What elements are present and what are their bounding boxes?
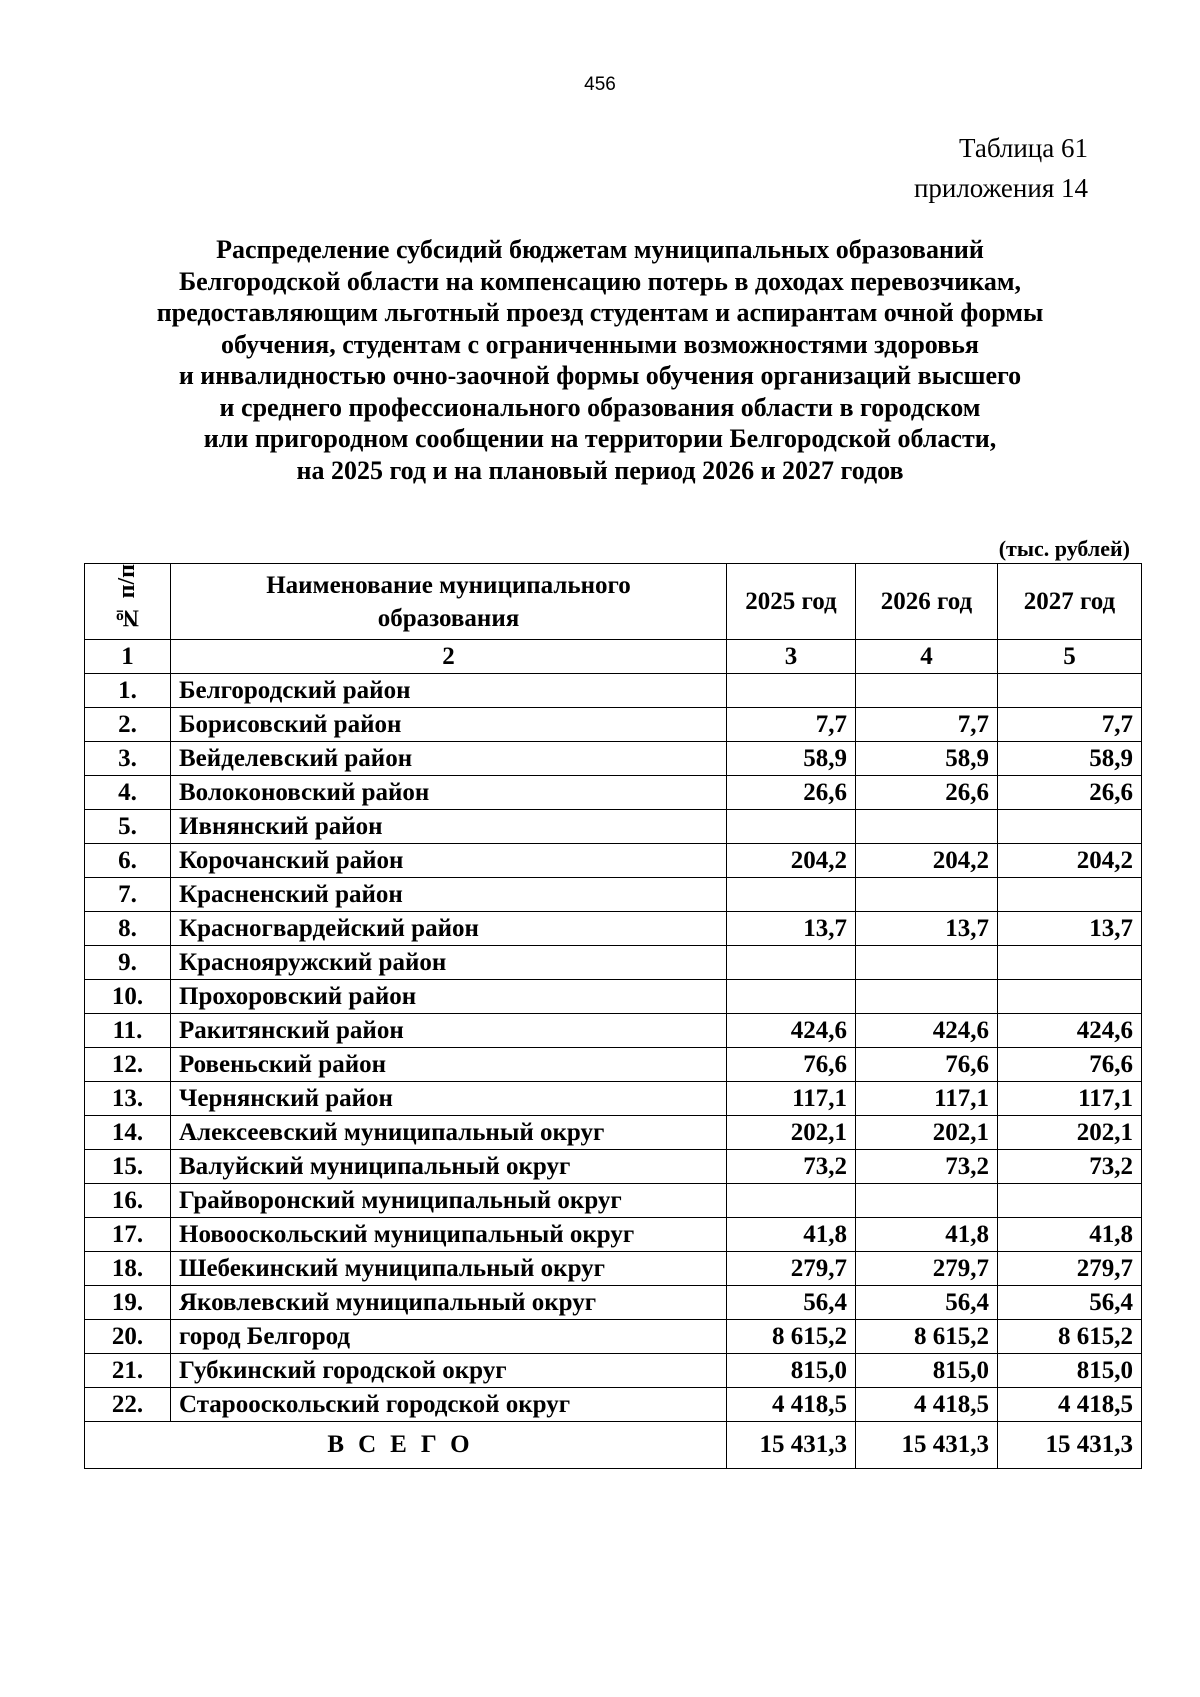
header-name: Наименование муниципального образования xyxy=(171,564,727,640)
row-value-2025 xyxy=(727,674,856,708)
row-name: Волоконовский район xyxy=(171,776,727,810)
total-row xyxy=(85,1422,1142,1469)
row-value-2025: 41,8 xyxy=(727,1218,856,1252)
row-value-2027 xyxy=(998,810,1142,844)
table-row xyxy=(85,1150,1142,1184)
row-value-2026 xyxy=(856,674,998,708)
row-value-2026: 279,7 xyxy=(856,1252,998,1286)
row-name: Краснояружский район xyxy=(171,946,727,980)
table-row xyxy=(85,844,1142,878)
row-name: Красненский район xyxy=(171,878,727,912)
header-2027: 2027 год xyxy=(998,564,1142,640)
row-name: Новооскольский муниципальный округ xyxy=(171,1218,727,1252)
row-name: город Белгород xyxy=(171,1320,727,1354)
row-name: Грайворонский муниципальный округ xyxy=(171,1184,727,1218)
row-name: Старооскольский городской округ xyxy=(171,1388,727,1422)
row-value-2026: 13,7 xyxy=(856,912,998,946)
row-value-2025: 13,7 xyxy=(727,912,856,946)
row-name: Ровеньский район xyxy=(171,1048,727,1082)
row-value-2025: 202,1 xyxy=(727,1116,856,1150)
row-value-2025 xyxy=(727,1184,856,1218)
row-name: Белгородский район xyxy=(171,674,727,708)
row-value-2025: 8 615,2 xyxy=(727,1320,856,1354)
header-2025: 2025 год xyxy=(727,564,856,640)
row-value-2025 xyxy=(727,980,856,1014)
row-value-2027: 41,8 xyxy=(998,1218,1142,1252)
subsidy-table xyxy=(84,563,1142,1469)
row-value-2025 xyxy=(727,810,856,844)
units-label: (тыс. рублей) xyxy=(998,536,1130,561)
column-number: 4 xyxy=(856,640,998,674)
row-value-2026: 76,6 xyxy=(856,1048,998,1082)
row-number: 11. xyxy=(85,1014,171,1048)
title-line: Белгородской области на компенсацию потерь в доходах перевозчикам, xyxy=(178,266,1022,296)
row-name: Вейделевский район xyxy=(171,742,727,776)
row-value-2027 xyxy=(998,1184,1142,1218)
row-number: 1. xyxy=(85,674,171,708)
row-value-2025: 204,2 xyxy=(727,844,856,878)
row-number: 22. xyxy=(85,1388,171,1422)
row-name: Яковлевский муниципальный округ xyxy=(171,1286,727,1320)
row-number: 2. xyxy=(85,708,171,742)
row-name: Прохоровский район xyxy=(171,980,727,1014)
table-row xyxy=(85,1014,1142,1048)
row-name: Борисовский район xyxy=(171,708,727,742)
document-title xyxy=(110,234,1090,486)
row-value-2025 xyxy=(727,878,856,912)
row-value-2026: 202,1 xyxy=(856,1116,998,1150)
row-value-2025: 7,7 xyxy=(727,708,856,742)
row-name: Красногвардейский район xyxy=(171,912,727,946)
row-name: Алексеевский муниципальный округ xyxy=(171,1116,727,1150)
row-number: 3. xyxy=(85,742,171,776)
row-number: 13. xyxy=(85,1082,171,1116)
row-name: Чернянский район xyxy=(171,1082,727,1116)
row-value-2027 xyxy=(998,946,1142,980)
table-row xyxy=(85,674,1142,708)
row-value-2027: 76,6 xyxy=(998,1048,1142,1082)
table-row xyxy=(85,810,1142,844)
table-row xyxy=(85,1354,1142,1388)
row-value-2027 xyxy=(998,980,1142,1014)
row-value-2027: 204,2 xyxy=(998,844,1142,878)
row-number: 14. xyxy=(85,1116,171,1150)
header-num: № п/п xyxy=(85,564,171,640)
row-value-2026: 424,6 xyxy=(856,1014,998,1048)
row-number: 10. xyxy=(85,980,171,1014)
row-value-2025 xyxy=(727,946,856,980)
row-number: 4. xyxy=(85,776,171,810)
table-row xyxy=(85,1218,1142,1252)
row-value-2027: 58,9 xyxy=(998,742,1142,776)
table-row xyxy=(85,946,1142,980)
row-value-2027: 279,7 xyxy=(998,1252,1142,1286)
row-value-2025: 815,0 xyxy=(727,1354,856,1388)
row-value-2026: 58,9 xyxy=(856,742,998,776)
table-row xyxy=(85,1388,1142,1422)
row-value-2026: 815,0 xyxy=(856,1354,998,1388)
row-value-2026: 73,2 xyxy=(856,1150,998,1184)
row-value-2026 xyxy=(856,1184,998,1218)
column-number: 3 xyxy=(727,640,856,674)
title-line: предоставляющим льготный проезд студентам и аспирантам очной формы xyxy=(156,298,1044,327)
column-number: 5 xyxy=(998,640,1142,674)
row-value-2027: 815,0 xyxy=(998,1354,1142,1388)
header-2026: 2026 год xyxy=(856,564,998,640)
row-value-2026: 26,6 xyxy=(856,776,998,810)
table-row xyxy=(85,776,1142,810)
row-value-2025: 58,9 xyxy=(727,742,856,776)
table-row xyxy=(85,1286,1142,1320)
row-value-2027: 8 615,2 xyxy=(998,1320,1142,1354)
row-value-2026: 8 615,2 xyxy=(856,1320,998,1354)
table-row xyxy=(85,1082,1142,1116)
title-line: или пригородном сообщении на территории Белгородской области, xyxy=(203,424,997,453)
row-number: 20. xyxy=(85,1320,171,1354)
table-reference xyxy=(914,128,1088,208)
row-value-2025: 279,7 xyxy=(727,1252,856,1286)
row-name: Корочанский район xyxy=(171,844,727,878)
row-number: 17. xyxy=(85,1218,171,1252)
row-number: 7. xyxy=(85,878,171,912)
title-line: и инвалидностью очно-заочной формы обучения организаций высшего xyxy=(178,361,1022,390)
row-value-2027 xyxy=(998,878,1142,912)
row-name: Ракитянский район xyxy=(171,1014,727,1048)
row-value-2027: 424,6 xyxy=(998,1014,1142,1048)
table-row xyxy=(85,980,1142,1014)
title-line: Распределение субсидий бюджетам муниципальных образований xyxy=(216,235,984,264)
table-row xyxy=(85,1048,1142,1082)
row-value-2026 xyxy=(856,810,998,844)
row-value-2027: 7,7 xyxy=(998,708,1142,742)
row-value-2025: 26,6 xyxy=(727,776,856,810)
row-value-2027: 4 418,5 xyxy=(998,1388,1142,1422)
row-number: 8. xyxy=(85,912,171,946)
row-value-2026: 56,4 xyxy=(856,1286,998,1320)
table-row xyxy=(85,742,1142,776)
row-value-2027: 13,7 xyxy=(998,912,1142,946)
row-value-2026: 204,2 xyxy=(856,844,998,878)
header-row xyxy=(85,564,1142,640)
row-number: 12. xyxy=(85,1048,171,1082)
table-row xyxy=(85,878,1142,912)
title-line: обучения, студентам с ограниченными возможностями здоровья xyxy=(221,329,979,359)
column-number: 2 xyxy=(171,640,727,674)
total-2025: 15 431,3 xyxy=(727,1422,856,1469)
row-value-2025: 4 418,5 xyxy=(727,1388,856,1422)
row-number: 5. xyxy=(85,810,171,844)
total-2026: 15 431,3 xyxy=(856,1422,998,1469)
row-number: 21. xyxy=(85,1354,171,1388)
row-number: 9. xyxy=(85,946,171,980)
table-row xyxy=(85,708,1142,742)
column-number-row xyxy=(85,640,1142,674)
table-row xyxy=(85,1320,1142,1354)
row-value-2026: 117,1 xyxy=(856,1082,998,1116)
total-label: ВСЕГО xyxy=(85,1422,727,1469)
table-ref-line2: приложения 14 xyxy=(913,173,1088,203)
row-number: 6. xyxy=(85,844,171,878)
table-row xyxy=(85,912,1142,946)
row-value-2025: 117,1 xyxy=(727,1082,856,1116)
title-line: на 2025 год и на плановый период 2026 и 2027 годов xyxy=(296,455,904,485)
row-value-2025: 56,4 xyxy=(727,1286,856,1320)
row-value-2025: 424,6 xyxy=(727,1014,856,1048)
table-row xyxy=(85,1116,1142,1150)
row-value-2027: 73,2 xyxy=(998,1150,1142,1184)
row-value-2026 xyxy=(856,980,998,1014)
table-row xyxy=(85,1252,1142,1286)
table-row xyxy=(85,1184,1142,1218)
page-number: 456 xyxy=(584,74,616,95)
row-name: Шебекинский муниципальный округ xyxy=(171,1252,727,1286)
row-name: Губкинский городской округ xyxy=(171,1354,727,1388)
row-value-2026: 41,8 xyxy=(856,1218,998,1252)
row-value-2027 xyxy=(998,674,1142,708)
row-value-2027: 117,1 xyxy=(998,1082,1142,1116)
row-value-2026: 7,7 xyxy=(856,708,998,742)
row-value-2025: 76,6 xyxy=(727,1048,856,1082)
row-value-2025: 73,2 xyxy=(727,1150,856,1184)
row-number: 15. xyxy=(85,1150,171,1184)
row-value-2026 xyxy=(856,878,998,912)
row-value-2027: 202,1 xyxy=(998,1116,1142,1150)
total-2027: 15 431,3 xyxy=(998,1422,1142,1469)
row-name: Ивнянский район xyxy=(171,810,727,844)
table-ref-line1: Таблица 61 xyxy=(959,133,1088,163)
title-line: и среднего профессионального образования области в городском xyxy=(219,392,981,422)
row-value-2027: 56,4 xyxy=(998,1286,1142,1320)
row-value-2026 xyxy=(856,946,998,980)
column-number: 1 xyxy=(85,640,171,674)
row-number: 18. xyxy=(85,1252,171,1286)
row-number: 19. xyxy=(85,1286,171,1320)
row-value-2027: 26,6 xyxy=(998,776,1142,810)
row-value-2026: 4 418,5 xyxy=(856,1388,998,1422)
row-name: Валуйский муниципальный округ xyxy=(171,1150,727,1184)
row-number: 16. xyxy=(85,1184,171,1218)
